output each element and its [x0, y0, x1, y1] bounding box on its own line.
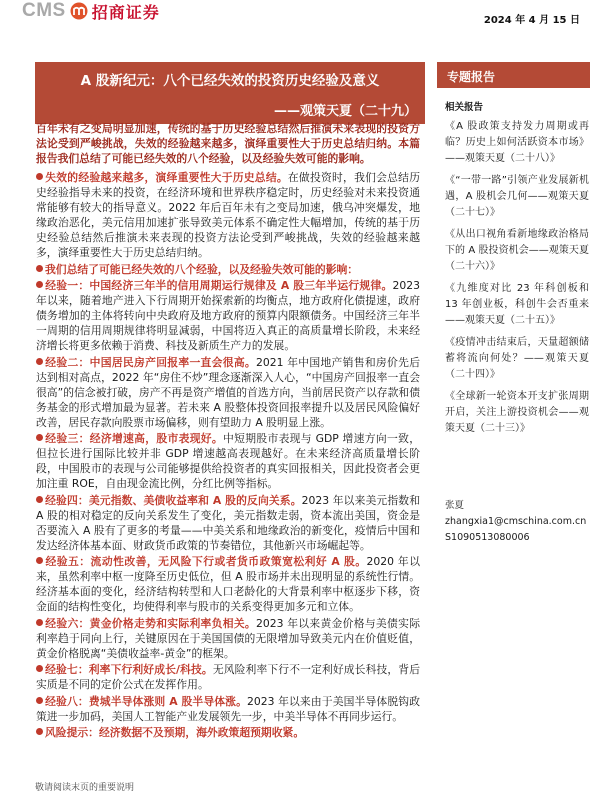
bullet-icon: [36, 697, 43, 704]
section-risk-notice: [36, 725, 420, 740]
bullet-icon: [36, 665, 43, 672]
main-content: [36, 121, 420, 742]
section-experience-1: [36, 278, 420, 353]
section-heading: 经验八：费城半导体涨则 A 股半导体涨。: [45, 694, 248, 708]
section-heading: 风险提示：经济数据不及预期，海外政策超预期收紧。: [45, 726, 305, 739]
section-heading: 经验三：经济增速高，股市表现好。: [45, 432, 224, 445]
section-summary: [36, 170, 420, 260]
section-body: 2023 年以来由于美国半导体脱钩政策进一步加码，美国人工智能产业发展领先一步，中美半导体不再同步运行。: [36, 694, 420, 723]
section-body: 中短期股市表现与 GDP 增速方向一致，但拉长进行国际比较并非 GDP 增速越高表现越好。在未来经济高质量增长阶段，中国股市的表现与公司能够提供给投资者的真实回报相关，因此投资者会更加注重 ROE，自由现金流比例，分红比例等指标。: [36, 432, 421, 490]
footer-notice: 敬请阅读末页的重要说明: [35, 783, 135, 793]
cms-logo: [22, 0, 160, 22]
related-reports-list: [445, 119, 589, 443]
bullet-icon: [36, 265, 43, 272]
logo-cn-text: 招商证券: [91, 2, 160, 22]
section-heading: 失效的经验越来越多，演绎重要性大于历史总结。: [45, 171, 288, 184]
bullet-icon: [36, 281, 43, 288]
title-banner: [35, 62, 425, 124]
section-heading: 我们总结了可能已经失效的八个经验，以及经验失效可能的影响：: [45, 262, 359, 276]
related-reports-heading: 相关报告: [445, 102, 484, 113]
bullet-icon: [36, 358, 43, 365]
bullet-icon: [36, 496, 43, 503]
section-heading: 经验五：流动性改善，无风险下行或者货币政策宽松利好 A 股。: [45, 555, 367, 568]
analyst-cert-number: S1090513080006: [445, 532, 530, 543]
related-report-item: 《疫情冲击结束后，天量超额储蓄将流向何处？——观策天夏（二十四）》: [445, 337, 589, 380]
related-report-item: 《九维度对比 23 年科创板和 13 年创业板，科创牛会否重来——观策天夏（二十五）》: [445, 283, 589, 326]
bullet-icon: [36, 557, 43, 564]
section-experience-4: [36, 493, 420, 553]
cms-emblem-icon: [70, 2, 88, 20]
section-heading: 经验二：中国居民房产回报率一直会很高。: [45, 355, 256, 369]
section-heading: 经验六：黄金价格走势和实际利率负相关。: [45, 616, 256, 630]
section-heading: 经验四：美元指数、美债收益率和 A 股的反向关系。: [45, 493, 302, 507]
related-report-item: 《“一带一路”引领产业发展新机遇，A 股机会几何——观策天夏（二十七）》: [445, 175, 589, 218]
section-experience-3: [36, 431, 420, 491]
report-type-banner: [437, 62, 590, 88]
report-title: A 股新纪元：八个已经失效的投资历史经验及意义: [80, 73, 380, 89]
bullet-icon: [36, 434, 43, 441]
section-body: 2020 年以来，虽然利率中枢一度降至历史低位，但 A 股市场并未出现明显的系统性行情。经济基本面的变化，经济结构转型和人口老龄化的大背景利率中枢逐步下移，资金面的结构性变化，均使得利率与股市的关系变得更加多元和立体。: [36, 555, 420, 613]
section-body: 在做投资时，我们会总结历史经验指导未来的投资，在经济环境和世界秩序稳定时，历史经验对未来投资通常能够有较大的指导意义。2022 年后百年未有之变局加速，俄乌冲突爆发，地缘政治恶化，美元信用加速扩张导致美元体系不确定性大幅增加，传统的基于历史经验总结然后推演未来表现的投资方法论受到严峻挑战，失效的经验越来越多，演绎重要性大于历史总结归纳。: [36, 171, 421, 259]
related-report-item: 《从出口视角看新地缘政治格局下的 A 股投资机会——观策天夏（二十六）》: [445, 229, 589, 272]
report-series: ——观策天夏（二十九）: [273, 104, 417, 119]
section-heading: 经验一：中国经济三年半的信用周期运行规律及 A 股三年半运行规律。: [45, 279, 393, 292]
bullet-icon: [36, 728, 43, 735]
analyst-name: 张夏: [445, 500, 465, 511]
related-report-item: 《A 股政策支持发力周期或再临？历史上如何活跃资本市场》——观策天夏（二十八）》: [445, 121, 589, 164]
section-body: 无风险利率下行不一定利好成长科技，背后实质是不同的定价公式在发挥作用。: [36, 663, 421, 691]
section-body: 2023 年以来黄金价格与美债实际利率趋于同向上行，关键原因在于美国国债的无限增加导致美元内在价值贬值，黄金价格脱离“美债收益率-黄金”的框架。: [36, 616, 420, 660]
section-experience-2: [36, 355, 420, 430]
report-type-label: 专题报告: [447, 70, 496, 84]
section-heading: 经验七：利率下行利好成长/科技。: [45, 663, 213, 676]
analyst-email: zhangxia1@cmschina.com.cn: [445, 516, 587, 527]
section-body: 2021 年中国地产销售和房价先后达到相对高点，2022 年“房住不炒”理念逐渐深入人心，“中国房产回报率一直会很高”的信念被打破，房产不再是资产增值的首选方向，当前居民资产以存款和债务基金的形式增加最为显著。若未来 A 股整体投资回报率提升以及居民风险偏好改善，居民存款向股票市场偏移，则有望助力 A 股明显上涨。: [36, 355, 420, 429]
logo-latin-text: CMS: [22, 0, 66, 21]
section-experience-8: [36, 694, 420, 724]
section-body: 2023 年以来，随着地产进入下行周期开始探索新的均衡点，地方政府化债提速，政府债务增加的主体将转向中央政府及地方政府的预算内限额债务。中国经济三年半一周期的信用周期规律将明显减弱，中国将迈入真正的高质量增长阶段，未来经济增长将更多依赖于消费、科技及新质生产力的发展。: [36, 279, 420, 352]
bullet-icon: [36, 173, 43, 180]
section-experience-6: [36, 616, 420, 661]
bullet-icon: [36, 619, 43, 626]
intro-paragraph: 百年未有之变局明显加速，传统的基于历史经验总结然后推演未来表现的投资方法论受到严峻挑战，失效的经验越来越多，演绎重要性大于历史总结归纳。本篇报告我们总结了可能已经失效的八个经验，以及经验失效可能的影响。: [36, 122, 420, 165]
section-lead-in: [36, 262, 420, 277]
analyst-info: [445, 498, 590, 546]
section-experience-5: [36, 554, 420, 614]
section-experience-7: [36, 662, 420, 692]
related-report-item: 《全球新一轮资本开支扩张周期开启，关注上游投资机会——观策天夏（二十三）》: [445, 391, 589, 434]
report-date: 2024 年 4 月 15 日: [483, 15, 580, 26]
section-body: 2023 年以来美元指数和 A 股的相对稳定的反向关系发生了变化，美元指数走弱，资本流出美国，资金是否要流入 A 股有了更多的考量——中美关系和地缘政治的新变化，疫情后中国和发达经济体基本面、财政货币政策的节奏错位，其他新兴市场崛起等。: [36, 493, 420, 552]
